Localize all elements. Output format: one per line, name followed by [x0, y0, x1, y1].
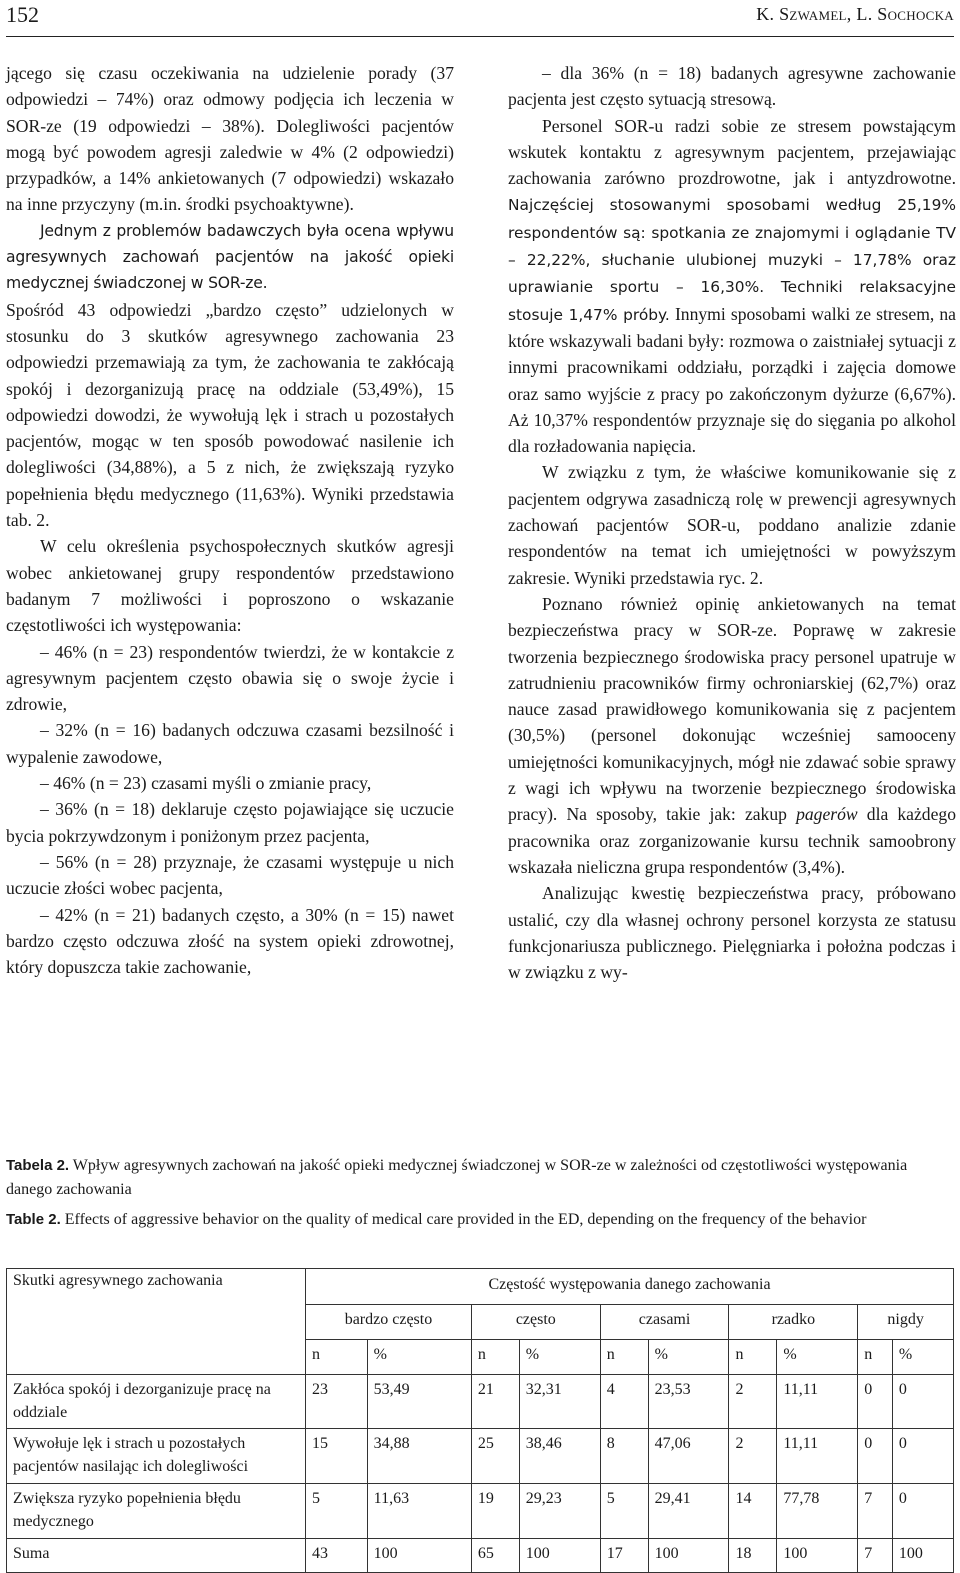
table-row	[7, 1375, 954, 1429]
pct-header: %	[892, 1340, 953, 1375]
frequency-header: czasami	[600, 1305, 729, 1340]
italic-term: pagerów	[796, 804, 858, 825]
table-cell: 100	[892, 1539, 953, 1573]
caption-label: Table 2.	[6, 1211, 61, 1228]
pct-header: %	[648, 1340, 729, 1375]
table-cell: 11,11	[777, 1429, 858, 1484]
text-span: Innymi sposobami walki ze stresem, na które wskazywali badani były: rozmowa o zaistniałej sytuacji z innymi pracownikami oddziału, porządki i zajęcia domowe oraz samo wyjście z pracy po zakończonym dyżurze (6,67%). Aż 10,37% respondentów przyznaje się do sięgania po alkohol dla rozładowania napięcia.	[508, 303, 956, 457]
table-cell: 18	[729, 1539, 777, 1573]
n-header: n	[858, 1340, 893, 1375]
list-item: – dla 36% (n = 18) badanych agresywne zachowanie pacjenta jest często sytuacją stresową.	[508, 63, 956, 110]
list-item: – 46% (n = 23) respondentów twierdzi, że w kontakcie z agresywnym pacjentem często obawia się o swoje życie i zdrowie,	[6, 641, 454, 715]
paragraph	[508, 591, 956, 880]
paragraph-research-problem: Jednym z problemów badawczych była ocena wpływu agresywnych zachowań pacjentów na jakość opieki medycznej świadczonej w SOR-ze.	[6, 221, 454, 293]
table-cell: 2	[729, 1429, 777, 1484]
paragraph: W celu określenia psychospołecznych skutków agresji wobec ankietowanej grupy respondentów przedstawiono badanym 7 możliwości i poproszono o wskazanie częstotliwości ich występowania:	[6, 536, 454, 636]
paragraph: jącego się czasu oczekiwania na udzielenie porady (37 odpowiedzi – 74%) oraz odmowy podjęcia ich leczenia w SOR-ze (19 odpowiedzi – 38%). Dolegliwości pacjentów mogą być powodem agresji zaledwie w 4% (2 odpowiedzi) przypadków, a 14% ankietowanych (7 odpowiedzi) wskazało na inne przyczyny (m.in. środki psychoaktywne).	[6, 63, 454, 215]
paragraph: W związku z tym, że właściwe komunikowanie się z pacjentem odgrywa zasadniczą rolę w prewencji agresywnych zachowań pacjentów SOR-u, poddano analizie zdanie respondentów na temat ich umiejętności w powyższym zakresie. Wyniki przedstawia ryc. 2.	[508, 462, 956, 588]
table-cell: 100	[367, 1539, 471, 1573]
row-label: Suma	[7, 1539, 306, 1573]
list-item: – 56% (n = 28) przyznaje, że czasami występuje u nich uczucie złości wobec pacjenta,	[6, 851, 454, 899]
table-cell: 0	[892, 1484, 953, 1539]
pct-header: %	[367, 1340, 471, 1375]
pct-header: %	[519, 1340, 600, 1375]
table-row	[7, 1429, 954, 1484]
list-item: – 36% (n = 18) deklaruje często pojawiające się uczucie bycia pokrzywdzonym i poniżonym przez pacjenta,	[6, 799, 454, 846]
caption-text: Effects of aggressive behavior on the quality of medical care provided in the ED, depending on the frequency of the behavior	[60, 1211, 867, 1228]
table-cell: 0	[892, 1429, 953, 1484]
caption-text: Wpływ agresywnych zachowań na jakość opieki medycznej świadczonej w SOR-ze w zależności od częstotliwości występowania danego zachowania	[6, 1157, 908, 1198]
table-cell: 38,46	[519, 1429, 600, 1484]
frequency-header: nigdy	[858, 1305, 954, 1340]
table-cell: 100	[777, 1539, 858, 1573]
table-cell: 11,11	[777, 1375, 858, 1429]
table-cell: 47,06	[648, 1429, 729, 1484]
frequency-header: rzadko	[729, 1305, 858, 1340]
row-label: Zwiększa ryzyko popełnienia błędu medycznego	[7, 1484, 306, 1539]
text-span: Poznano również opinię ankietowanych na temat bezpieczeństwa pracy w SOR-ze. Poprawę w zakresie tworzenia bezpiecznego środowiska pracy personel upatruje w zatrudnieniu pracowników firmy ochroniarskiej (62,7%) oraz nauce zasad prawidłowego komunikowania się z pacjentem (30,5%) (personel dokonując wcześniej samooceny umiejętności komunikacyjnych, mógł nie zdawać sobie sprawy z wagi ich wpływu na tworzenie bezpiecznego środowiska pracy). Na sposoby, takie jak: zakup	[508, 593, 956, 825]
text-span: dla każdego pracownika oraz zorganizowanie kursu technik samoobrony wskazała nieliczna grupa respondentów (3,4%).	[508, 804, 957, 877]
table-cell: 25	[471, 1429, 519, 1484]
paragraph: Analizując kwestię bezpieczeństwa pracy, próbowano ustalić, czy dla własnej ochrony personel korzysta ze statusu funkcjonariusza publicznego. Pielęgniarka i położna podczas i w związku z wy-	[508, 883, 956, 983]
paragraph: Spośród 43 odpowiedzi „bardzo często” udzielonych w stosunku do 3 skutków agresywnego zachowania 23 odpowiedzi przemawiają za tym, że zachowania te zakłócają spokój i dezorganizują pracę na oddziale (53,49%), 15 odpowiedzi dowodzi, że wywołują lęk i strach u pozostałych pacjentów, mogąc w ten sposób powodować nasilenie ich dolegliwości (34,88%), a 5 z nich, że zwiększają ryzyko popełnienia błędu medycznego (11,63%). Wyniki przedstawia tab. 2.	[6, 299, 454, 531]
table-cell: 29,41	[648, 1484, 729, 1539]
table-cell: 17	[600, 1539, 648, 1573]
table-cell: 100	[648, 1539, 729, 1573]
n-header: n	[471, 1340, 519, 1375]
table-cell: 23,53	[648, 1375, 729, 1429]
n-header: n	[306, 1340, 368, 1375]
right-column	[508, 60, 956, 985]
table-cell: 32,31	[519, 1375, 600, 1429]
table-cell: 100	[519, 1539, 600, 1573]
table-row-total	[7, 1539, 954, 1573]
table-cell: 34,88	[367, 1429, 471, 1484]
table-caption-polish	[6, 1154, 954, 1202]
table-cell: 65	[471, 1539, 519, 1573]
table-cell: 77,78	[777, 1484, 858, 1539]
paragraph	[508, 113, 956, 460]
n-header: n	[600, 1340, 648, 1375]
table-cell: 4	[600, 1375, 648, 1429]
text-span: Personel SOR-u radzi sobie ze stresem powstającym wskutek kontaktu z agresywnym pacjentem, przejawiając zachowania zarówno prozdrowotne, jak i antyzdrowotne.	[508, 115, 956, 189]
page-number: 152	[6, 2, 39, 27]
table-cell: 11,63	[367, 1484, 471, 1539]
list-item: – 46% (n = 23) czasami myśli o zmianie pracy,	[40, 773, 372, 794]
caption-label: Tabela 2.	[6, 1157, 70, 1174]
table-cell: 5	[306, 1484, 368, 1539]
table-cell: 15	[306, 1429, 368, 1484]
results-table	[6, 1268, 954, 1573]
row-label: Zakłóca spokój i dezorganizuje pracę na oddziale	[7, 1375, 306, 1429]
list-item: – 32% (n = 16) badanych odczuwa czasami bezsilność i wypalenie zawodowe,	[6, 720, 454, 767]
table-cell: 14	[729, 1484, 777, 1539]
table-cell: 5	[600, 1484, 648, 1539]
table-cell: 8	[600, 1429, 648, 1484]
table-cell: 53,49	[367, 1375, 471, 1429]
list-item: – 42% (n = 21) badanych często, a 30% (n = 15) nawet bardzo często odczuwa złość na system opieki zdrowotnej, który dopuszcza takie zachowanie,	[6, 904, 454, 978]
frequency-header: często	[471, 1305, 600, 1340]
table-cell: 0	[858, 1375, 893, 1429]
text-span: Najczęściej stosowanymi sposobami według 25,19% respondentów są: spotkania ze znajomymi i oglądanie TV – 22,22%, słuchanie ulubionej muzyki – 17,78% oraz uprawianie sportu – 16,30%. Techniki relaksacyjne stosuje 1,47% próby.	[508, 196, 956, 324]
table-cell: 21	[471, 1375, 519, 1429]
table-cell: 0	[892, 1375, 953, 1429]
pct-header: %	[777, 1340, 858, 1375]
table-group-header: Częstość występowania danego zachowania	[306, 1269, 954, 1305]
table-caption-english	[6, 1208, 954, 1232]
table-row	[7, 1484, 954, 1539]
table-cell: 23	[306, 1375, 368, 1429]
table-cell: 0	[858, 1429, 893, 1484]
table-cell: 2	[729, 1375, 777, 1429]
table-cell: 43	[306, 1539, 368, 1573]
table-cell: 7	[858, 1484, 893, 1539]
table-cell: 19	[471, 1484, 519, 1539]
page-header	[6, 0, 954, 37]
frequency-header: bardzo często	[306, 1305, 472, 1340]
table-cell: 29,23	[519, 1484, 600, 1539]
row-label: Wywołuje lęk i strach u pozostałych pacjentów nasilając ich dolegliwości	[7, 1429, 306, 1484]
n-header: n	[729, 1340, 777, 1375]
table-header-cell: Skutki agresywnego zachowania	[7, 1269, 306, 1375]
running-head: K. Szwamel, L. Sochocka	[756, 4, 954, 24]
left-column	[6, 60, 454, 980]
table-cell: 7	[858, 1539, 893, 1573]
